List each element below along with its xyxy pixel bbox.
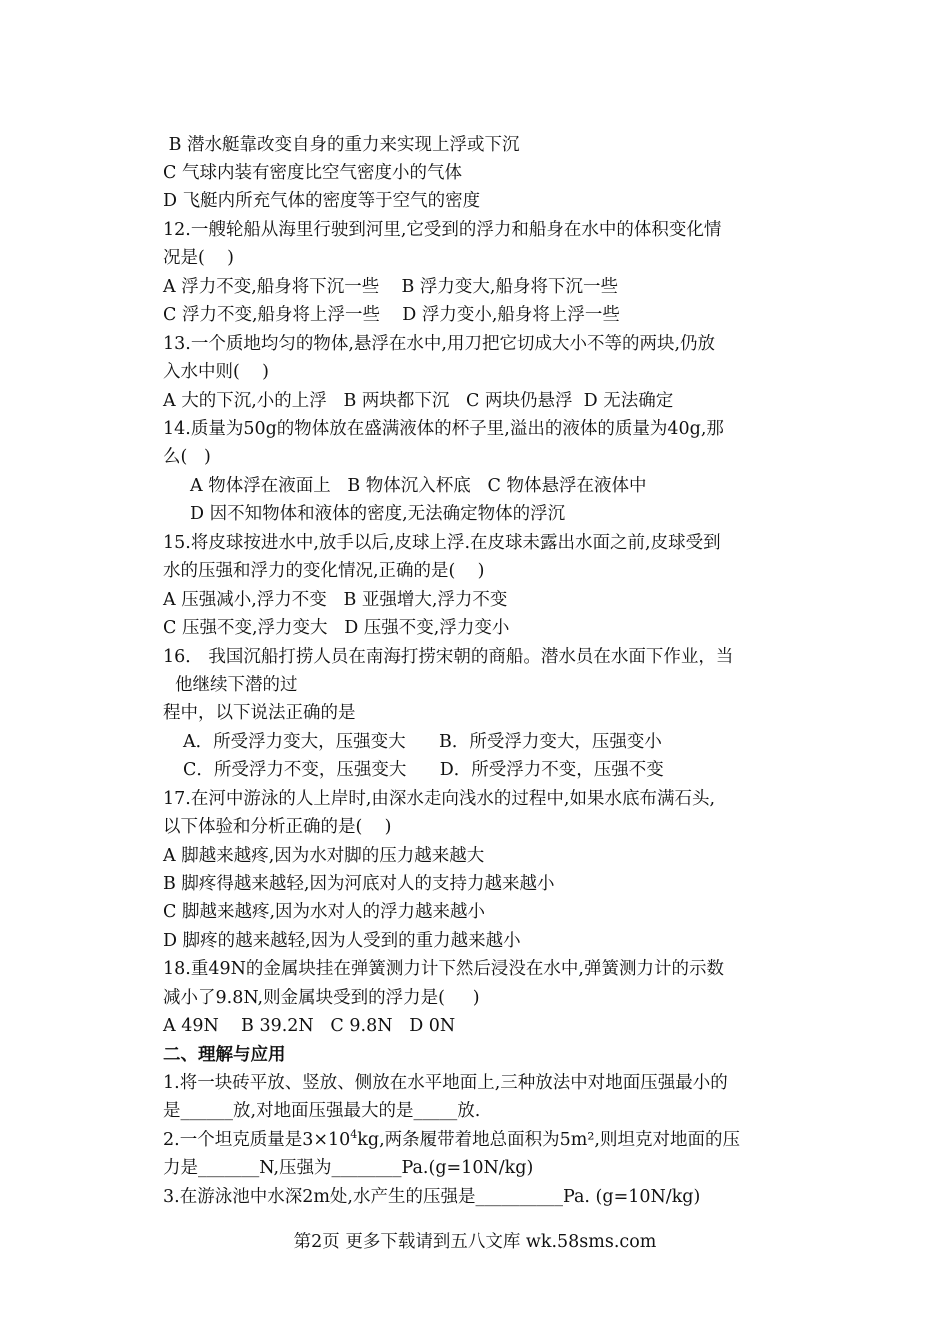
- option-line: C．所受浮力不变，压强变大 D．所受浮力不变，压强不变: [183, 760, 664, 780]
- text-line: 么( ): [163, 447, 211, 467]
- text-line: 减小了9.8N,则金属块受到的浮力是( ): [163, 988, 480, 1008]
- q2-part2: kg,两条履带着地总面积为5m²,则坦克对地面的压: [357, 1130, 740, 1150]
- question-12: 12.一艘轮船从海里行驶到河里,它受到的浮力和船身在水中的体积变化情: [163, 220, 722, 240]
- question-14: 14.质量为50g的物体放在盛满液体的杯子里,溢出的液体的质量为40g,那: [163, 419, 724, 439]
- section-heading: 二、理解与应用: [163, 1045, 286, 1065]
- option-line: A 物体浮在液面上 B 物体沉入杯底 C 物体悬浮在液体中: [190, 476, 647, 496]
- option-line: D 因不知物体和液体的密度,无法确定物体的浮沉: [190, 504, 566, 524]
- text-line: 他继续下潜的过: [175, 675, 298, 695]
- fill-question-1: 1.将一块砖平放、竖放、侧放在水平地面上,三种放法中对地面压强最小的: [163, 1073, 728, 1093]
- page-footer: 第2页 更多下载请到五八文库 wk.58sms.com: [293, 1232, 657, 1252]
- q2-exponent: 4: [350, 1128, 358, 1142]
- option-line: A 压强减小,浮力不变 B 亚强增大,浮力不变: [163, 590, 508, 610]
- option-line: C 脚越来越疼,因为水对人的浮力越来越小: [163, 902, 486, 922]
- option-line: A 脚越来越疼,因为水对脚的压力越来越大: [163, 846, 485, 866]
- text-line: D 飞艇内所充气体的密度等于空气的密度: [163, 191, 481, 211]
- text-line: 水的压强和浮力的变化情况,正确的是( ): [163, 561, 485, 581]
- question-18: 18.重49N的金属块挂在弹簧测力计下然后浸没在水中,弹簧测力计的示数: [163, 959, 724, 979]
- question-13: 13.一个质地均匀的物体,悬浮在水中,用刀把它切成大小不等的两块,仍放: [163, 334, 716, 354]
- fill-question-2: [163, 1126, 740, 1154]
- text-line: B 潜水艇靠改变自身的重力来实现上浮或下沉: [163, 135, 520, 155]
- text-line: 况是( ): [163, 248, 234, 268]
- text-line: 入水中则( ): [163, 362, 269, 382]
- text-line: 以下体验和分析正确的是( ): [163, 817, 392, 837]
- option-line: C 浮力不变,船身将上浮一些 D 浮力变小,船身将上浮一些: [163, 305, 620, 325]
- option-line: A．所受浮力变大，压强变大 B．所受浮力变大，压强变小: [183, 732, 662, 752]
- q2-part1: 2.一个坦克质量是3×10: [163, 1130, 351, 1150]
- option-line: A 49N B 39.2N C 9.8N D 0N: [163, 1016, 456, 1036]
- fill-question-3: 3.在游泳池中水深2m处,水产生的压强是__________Pa. (g=10N/kg): [163, 1187, 701, 1207]
- question-16: 16． 我国沉船打捞人员在南海打捞宋朝的商船。潜水员在水面下作业，当: [163, 647, 734, 667]
- text-line: 力是_______N,压强为________Pa.(g=10N/kg): [163, 1158, 534, 1178]
- text-line: 程中，以下说法正确的是: [163, 703, 356, 723]
- question-15: 15.将皮球按进水中,放手以后,皮球上浮.在皮球未露出水面之前,皮球受到: [163, 533, 721, 553]
- text-line: C 气球内装有密度比空气密度小的气体: [163, 163, 462, 183]
- option-line: A 大的下沉,小的上浮 B 两块都下沉 C 两块仍悬浮 D 无法确定: [163, 391, 674, 411]
- option-line: D 脚疼的越来越轻,因为人受到的重力越来越小: [163, 931, 521, 951]
- text-line: 是______放,对地面压强最大的是_____放.: [163, 1101, 481, 1121]
- option-line: A 浮力不变,船身将下沉一些 B 浮力变大,船身将下沉一些: [163, 277, 618, 297]
- option-line: C 压强不变,浮力变大 D 压强不变,浮力变小: [163, 618, 510, 638]
- question-17: 17.在河中游泳的人上岸时,由深水走向浅水的过程中,如果水底布满石头,: [163, 789, 716, 809]
- option-line: B 脚疼得越来越轻,因为河底对人的支持力越来越小: [163, 874, 555, 894]
